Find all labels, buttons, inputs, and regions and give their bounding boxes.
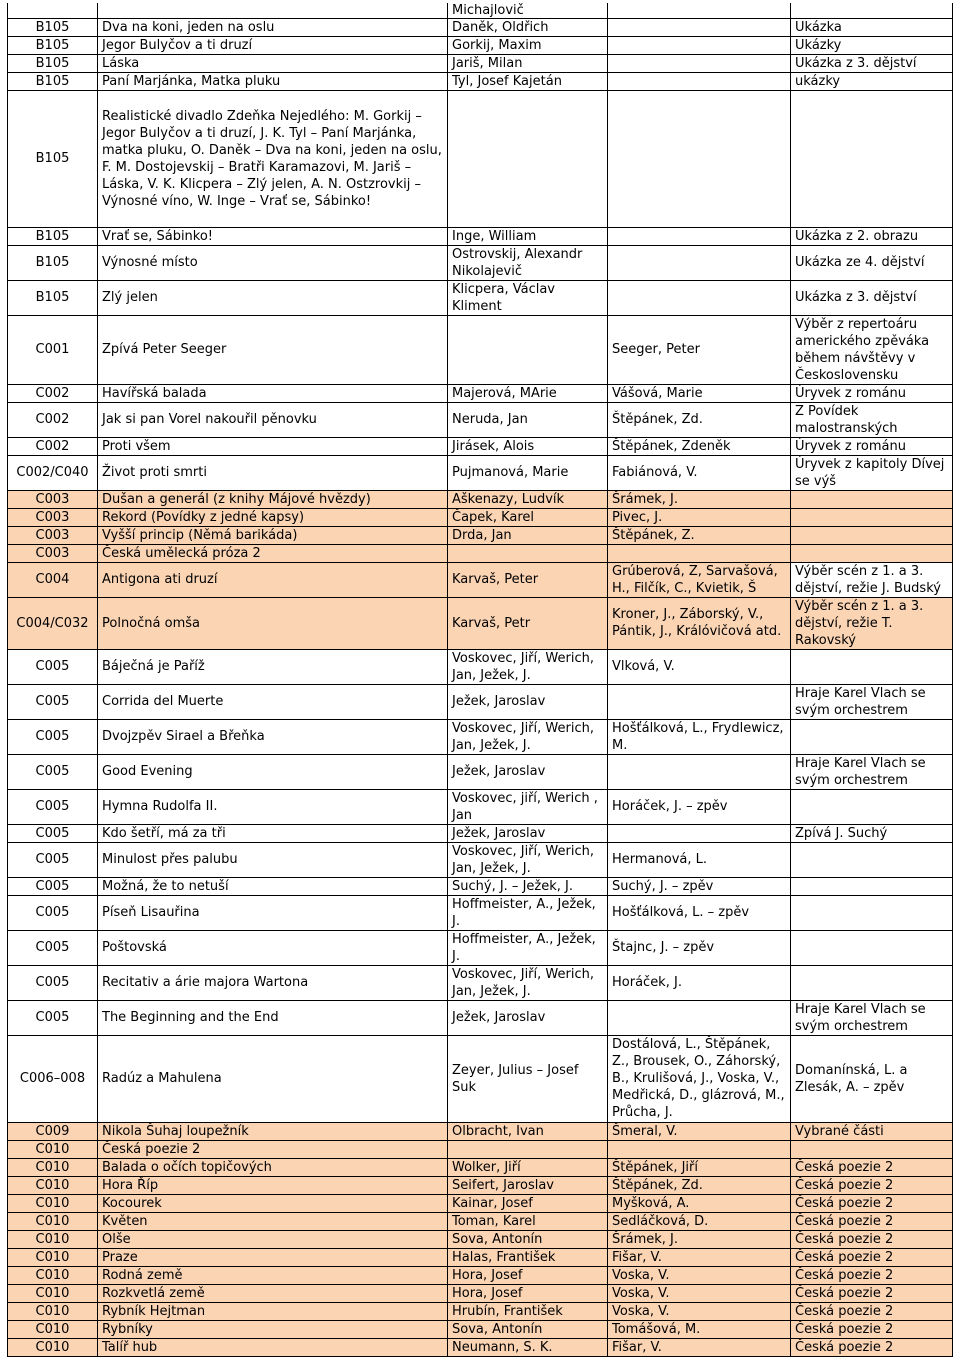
signature-cell: C003	[8, 490, 98, 508]
title-cell: Zlý jelen	[98, 280, 448, 315]
signature-cell: B105	[8, 18, 98, 36]
signature-cell: C005	[8, 895, 98, 930]
signature-cell: B105	[8, 36, 98, 54]
table-row	[8, 649, 953, 684]
title-cell: Corrida del Muerte	[98, 684, 448, 719]
signature-cell: B105	[8, 245, 98, 280]
note-cell: Úryvek z kapitoly Dívej se výš	[791, 455, 953, 490]
performer-cell: Tomášová, M.	[608, 1320, 791, 1338]
author-cell: Voskovec, Jiří, Werich, Jan, Ježek, J.	[448, 842, 608, 877]
signature-cell: B105	[8, 227, 98, 245]
table-row	[8, 36, 953, 54]
table-row	[8, 437, 953, 455]
title-cell: Talíř hub	[98, 1338, 448, 1356]
author-cell: Voskovec, jiří, Werich , Jan	[448, 789, 608, 824]
note-cell	[791, 526, 953, 544]
signature-cell: B105	[8, 280, 98, 315]
signature-cell: C005	[8, 930, 98, 965]
performer-cell	[608, 684, 791, 719]
title-cell: Jegor Bulyčov a ti druzí	[98, 36, 448, 54]
author-cell: Voskovec, Jiří, Werich, Jan, Ježek, J.	[448, 719, 608, 754]
performer-cell	[608, 245, 791, 280]
table-row	[8, 315, 953, 384]
fragment-author-cell: Michajlovič	[448, 3, 608, 18]
table-row	[8, 877, 953, 895]
author-cell: Karvaš, Petr	[448, 597, 608, 649]
note-cell: Česká poezie 2	[791, 1284, 953, 1302]
title-cell: Hora Říp	[98, 1176, 448, 1194]
performer-cell: Vlková, V.	[608, 649, 791, 684]
table-row	[8, 54, 953, 72]
note-cell: Výběr scén z 1. a 3. dějství, režie T. Rakovský	[791, 597, 953, 649]
title-cell: Radúz a Mahulena	[98, 1035, 448, 1122]
performer-cell	[608, 227, 791, 245]
note-cell: Zpívá J. Suchý	[791, 824, 953, 842]
title-cell: Kdo šetří, má za tři	[98, 824, 448, 842]
performer-cell	[608, 36, 791, 54]
author-cell: Hoffmeister, A., Ježek, J.	[448, 930, 608, 965]
note-cell: Česká poezie 2	[791, 1230, 953, 1248]
table-row	[8, 72, 953, 90]
note-cell: Ukázka	[791, 18, 953, 36]
performer-cell	[608, 824, 791, 842]
table-row	[8, 1302, 953, 1320]
title-cell: Možná, že to netuší	[98, 877, 448, 895]
note-cell	[791, 965, 953, 1000]
author-cell: Karvaš, Peter	[448, 562, 608, 597]
performer-cell: Horáček, J. – zpěv	[608, 789, 791, 824]
note-cell: Česká poezie 2	[791, 1338, 953, 1356]
signature-cell: C006–008	[8, 1035, 98, 1122]
performer-cell: Fišar, V.	[608, 1338, 791, 1356]
title-cell: Polnočná omša	[98, 597, 448, 649]
author-cell: Inge, William	[448, 227, 608, 245]
table-row	[8, 227, 953, 245]
table-row	[8, 1176, 953, 1194]
title-cell: Kocourek	[98, 1194, 448, 1212]
table-row	[8, 1035, 953, 1122]
table-row	[8, 1266, 953, 1284]
note-cell: Česká poezie 2	[791, 1194, 953, 1212]
note-cell: Česká poezie 2	[791, 1320, 953, 1338]
performer-cell: Štěpánek, Z.	[608, 526, 791, 544]
title-cell: Minulost přes palubu	[98, 842, 448, 877]
author-cell: Wolker, Jiří	[448, 1158, 608, 1176]
fragment-row	[8, 3, 953, 18]
table-row	[8, 1140, 953, 1158]
signature-cell: C010	[8, 1230, 98, 1248]
signature-cell: C004/C032	[8, 597, 98, 649]
table-row	[8, 1230, 953, 1248]
note-cell: ukázky	[791, 72, 953, 90]
note-cell	[791, 1140, 953, 1158]
signature-cell: C002	[8, 384, 98, 402]
table-row	[8, 1320, 953, 1338]
signature-cell: C010	[8, 1338, 98, 1356]
signature-cell: C003	[8, 508, 98, 526]
author-cell: Ježek, Jaroslav	[448, 824, 608, 842]
title-cell: Balada o očích topičových	[98, 1158, 448, 1176]
author-cell: Aškenazy, Ludvík	[448, 490, 608, 508]
note-cell: Vybrané části	[791, 1122, 953, 1140]
note-cell: Česká poezie 2	[791, 1176, 953, 1194]
title-cell: Výnosné místo	[98, 245, 448, 280]
table-row	[8, 245, 953, 280]
note-cell: Hraje Karel Vlach se svým orchestrem	[791, 754, 953, 789]
author-cell: Gorkij, Maxim	[448, 36, 608, 54]
title-cell: Vyšší princip (Němá barikáda)	[98, 526, 448, 544]
table-row	[8, 719, 953, 754]
title-cell: Píseň Lisauřina	[98, 895, 448, 930]
note-cell	[791, 508, 953, 526]
performer-cell: Fišar, V.	[608, 1248, 791, 1266]
title-cell: Good Evening	[98, 754, 448, 789]
performer-cell: Voska, V.	[608, 1284, 791, 1302]
title-cell: Poštovská	[98, 930, 448, 965]
author-cell: Toman, Karel	[448, 1212, 608, 1230]
signature-cell: C003	[8, 526, 98, 544]
note-cell: Česká poezie 2	[791, 1248, 953, 1266]
table-row	[8, 526, 953, 544]
author-cell: Sova, Antonín	[448, 1320, 608, 1338]
note-cell: Domanínská, L. a Zlesák, A. – zpěv	[791, 1035, 953, 1122]
performer-cell: Hošťálková, L., Frydlewicz, M.	[608, 719, 791, 754]
performer-cell: Pivec, J.	[608, 508, 791, 526]
table-row	[8, 930, 953, 965]
signature-cell: C010	[8, 1266, 98, 1284]
title-cell: Láska	[98, 54, 448, 72]
title-cell: Dva na koni, jeden na oslu	[98, 18, 448, 36]
signature-cell: C010	[8, 1194, 98, 1212]
table-row	[8, 842, 953, 877]
title-cell: Realistické divadlo Zdeňka Nejedlého: M. Gorkij – Jegor Bulyčov a ti druzí, J. K. Tyl – Paní Marjánka, matka pluku, O. Daněk – Dva na koni, jeden na oslu, F. M. Dostojevskij – Bratři Karamazovi, M. Jariš – Láska, V. K. Klicpera – Zlý jelen, A. N. Ostzrovkij – Výnosné víno, W. Inge – Vrať se, Sábinko!	[98, 90, 448, 227]
author-cell: Hora, Josef	[448, 1284, 608, 1302]
title-cell: Havířská balada	[98, 384, 448, 402]
signature-cell: C002/C040	[8, 455, 98, 490]
performer-cell: Dostálová, L., Štěpánek, Z., Brousek, O., Záhorský, B., Krulišová, J., Voska, V., Medřická, D., glázrová, M., Průcha, J.	[608, 1035, 791, 1122]
title-cell: Proti všem	[98, 437, 448, 455]
table-row	[8, 90, 953, 227]
note-cell	[791, 877, 953, 895]
table-row	[8, 895, 953, 930]
signature-cell: C010	[8, 1302, 98, 1320]
author-cell: Drda, Jan	[448, 526, 608, 544]
signature-cell: B105	[8, 90, 98, 227]
signature-cell: C005	[8, 684, 98, 719]
table-row	[8, 508, 953, 526]
table-row	[8, 1158, 953, 1176]
fragment-note-cell	[791, 3, 953, 18]
author-cell: Pujmanová, Marie	[448, 455, 608, 490]
note-cell: Hraje Karel Vlach se svým orchestrem	[791, 1000, 953, 1035]
note-cell	[791, 789, 953, 824]
note-cell: Česká poezie 2	[791, 1302, 953, 1320]
note-cell: Česká poezie 2	[791, 1212, 953, 1230]
signature-cell: C002	[8, 402, 98, 437]
author-cell: Majerová, MArie	[448, 384, 608, 402]
signature-cell: C005	[8, 719, 98, 754]
note-cell	[791, 842, 953, 877]
author-cell: Ježek, Jaroslav	[448, 754, 608, 789]
title-cell: Jak si pan Vorel nakouřil pěnovku	[98, 402, 448, 437]
title-cell: Zpívá Peter Seeger	[98, 315, 448, 384]
performer-cell: Kroner, J., Záborský, V., Pántik, J., Králóvičová atd.	[608, 597, 791, 649]
signature-cell: C005	[8, 649, 98, 684]
performer-cell: Hermanová, L.	[608, 842, 791, 877]
performer-cell: Štěpánek, Jiří	[608, 1158, 791, 1176]
signature-cell: B105	[8, 72, 98, 90]
table-row	[8, 1284, 953, 1302]
author-cell: Halas, František	[448, 1248, 608, 1266]
signature-cell: C004	[8, 562, 98, 597]
performer-cell: Vášová, Marie	[608, 384, 791, 402]
performer-cell	[608, 280, 791, 315]
title-cell: Rybníky	[98, 1320, 448, 1338]
note-cell: Výběr scén z 1. a 3. dějství, režie J. Budský	[791, 562, 953, 597]
author-cell	[448, 90, 608, 227]
note-cell	[791, 895, 953, 930]
title-cell: Hymna Rudolfa II.	[98, 789, 448, 824]
note-cell: Z Povídek malostranských	[791, 402, 953, 437]
signature-cell: C005	[8, 1000, 98, 1035]
signature-cell: C010	[8, 1248, 98, 1266]
signature-cell: C005	[8, 842, 98, 877]
note-cell: Česká poezie 2	[791, 1266, 953, 1284]
title-cell: Rekord (Povídky z jedné kapsy)	[98, 508, 448, 526]
note-cell: Úryvek z románu	[791, 437, 953, 455]
performer-cell: Grúberová, Z, Sarvašová, H., Filčík, C., Kvietik, Š	[608, 562, 791, 597]
author-cell: Sova, Antonín	[448, 1230, 608, 1248]
author-cell: Daněk, Oldřich	[448, 18, 608, 36]
performer-cell	[608, 90, 791, 227]
signature-cell: C001	[8, 315, 98, 384]
author-cell: Ježek, Jaroslav	[448, 1000, 608, 1035]
catalog-body	[8, 3, 953, 1356]
signature-cell: C005	[8, 789, 98, 824]
signature-cell: C010	[8, 1176, 98, 1194]
note-cell: Ukázka z 3. dějství	[791, 280, 953, 315]
table-row	[8, 562, 953, 597]
performer-cell: Hošťálková, L. – zpěv	[608, 895, 791, 930]
performer-cell	[608, 754, 791, 789]
performer-cell: Myšková, A.	[608, 1194, 791, 1212]
note-cell	[791, 719, 953, 754]
table-row	[8, 597, 953, 649]
note-cell: Ukázky	[791, 36, 953, 54]
table-row	[8, 544, 953, 562]
table-row	[8, 18, 953, 36]
author-cell: Hoffmeister, A., Ježek, J.	[448, 895, 608, 930]
author-cell: Neumann, S. K.	[448, 1338, 608, 1356]
performer-cell: Šmeral, V.	[608, 1122, 791, 1140]
note-cell	[791, 649, 953, 684]
performer-cell: Šrámek, J.	[608, 490, 791, 508]
author-cell: Ježek, Jaroslav	[448, 684, 608, 719]
performer-cell	[608, 72, 791, 90]
performer-cell: Suchý, J. – zpěv	[608, 877, 791, 895]
signature-cell: C005	[8, 754, 98, 789]
performer-cell: Sedláčková, D.	[608, 1212, 791, 1230]
signature-cell: C003	[8, 544, 98, 562]
title-cell: Dvojzpěv Sirael a Břeňka	[98, 719, 448, 754]
author-cell: Suchý, J. – Ježek, J.	[448, 877, 608, 895]
table-row	[8, 490, 953, 508]
table-row	[8, 1338, 953, 1356]
title-cell: Paní Marjánka, Matka pluku	[98, 72, 448, 90]
signature-cell: C010	[8, 1158, 98, 1176]
title-cell: The Beginning and the End	[98, 1000, 448, 1035]
note-cell: Výběr z repertoáru amerického zpěváka během návštěvy v Československu	[791, 315, 953, 384]
author-cell: Seifert, Jaroslav	[448, 1176, 608, 1194]
note-cell: Hraje Karel Vlach se svým orchestrem	[791, 684, 953, 719]
author-cell: Voskovec, Jiří, Werich, Jan, Ježek, J.	[448, 649, 608, 684]
author-cell: Hora, Josef	[448, 1266, 608, 1284]
table-row	[8, 455, 953, 490]
signature-cell: C010	[8, 1212, 98, 1230]
note-cell	[791, 490, 953, 508]
author-cell: Jariš, Milan	[448, 54, 608, 72]
performer-cell: Voska, V.	[608, 1266, 791, 1284]
note-cell: Česká poezie 2	[791, 1158, 953, 1176]
author-cell: Olbracht, Ivan	[448, 1122, 608, 1140]
performer-cell	[608, 1140, 791, 1158]
title-cell: Rozkvetlá země	[98, 1284, 448, 1302]
table-row	[8, 789, 953, 824]
signature-cell: C005	[8, 824, 98, 842]
title-cell: Dušan a generál (z knihy Májové hvězdy)	[98, 490, 448, 508]
table-row	[8, 280, 953, 315]
title-cell: Vrať se, Sábinko!	[98, 227, 448, 245]
performer-cell: Horáček, J.	[608, 965, 791, 1000]
title-cell: Květen	[98, 1212, 448, 1230]
performer-cell: Štajnc, J. – zpěv	[608, 930, 791, 965]
title-cell: Rybník Hejtman	[98, 1302, 448, 1320]
author-cell	[448, 1140, 608, 1158]
author-cell	[448, 315, 608, 384]
performer-cell: Štěpánek, Zd.	[608, 1176, 791, 1194]
author-cell: Voskovec, Jiří, Werich, Jan, Ježek, J.	[448, 965, 608, 1000]
table-row	[8, 1000, 953, 1035]
author-cell	[448, 544, 608, 562]
title-cell: Česká umělecká próza 2	[98, 544, 448, 562]
signature-cell: C010	[8, 1320, 98, 1338]
author-cell: Jirásek, Alois	[448, 437, 608, 455]
performer-cell	[608, 18, 791, 36]
author-cell: Zeyer, Julius – Josef Suk	[448, 1035, 608, 1122]
performer-cell: Štěpánek, Zdeněk	[608, 437, 791, 455]
author-cell: Kainar, Josef	[448, 1194, 608, 1212]
performer-cell: Fabiánová, V.	[608, 455, 791, 490]
catalog-table	[7, 3, 953, 1357]
performer-cell: Šrámek, J.	[608, 1230, 791, 1248]
signature-cell: C010	[8, 1140, 98, 1158]
title-cell: Praze	[98, 1248, 448, 1266]
title-cell: Recitativ a árie majora Wartona	[98, 965, 448, 1000]
fragment-title-cell	[98, 3, 448, 18]
fragment-performer-cell	[608, 3, 791, 18]
title-cell: Rodná země	[98, 1266, 448, 1284]
author-cell: Neruda, Jan	[448, 402, 608, 437]
table-row	[8, 1248, 953, 1266]
performer-cell	[608, 544, 791, 562]
fragment-signature-cell	[8, 3, 98, 18]
author-cell: Hrubín, František	[448, 1302, 608, 1320]
performer-cell: Seeger, Peter	[608, 315, 791, 384]
performer-cell	[608, 1000, 791, 1035]
title-cell: Česká poezie 2	[98, 1140, 448, 1158]
title-cell: Báječná je Paříž	[98, 649, 448, 684]
signature-cell: C009	[8, 1122, 98, 1140]
performer-cell: Voska, V.	[608, 1302, 791, 1320]
table-row	[8, 754, 953, 789]
note-cell: Úryvek z románu	[791, 384, 953, 402]
title-cell: Život proti smrti	[98, 455, 448, 490]
table-row	[8, 1122, 953, 1140]
table-row	[8, 1212, 953, 1230]
author-cell: Čapek, Karel	[448, 508, 608, 526]
author-cell: Ostrovskij, Alexandr Nikolajevič	[448, 245, 608, 280]
signature-cell: C010	[8, 1284, 98, 1302]
note-cell: Ukázka ze 4. dějství	[791, 245, 953, 280]
note-cell	[791, 90, 953, 227]
signature-cell: C002	[8, 437, 98, 455]
note-cell: Ukázka z 3. dějství	[791, 54, 953, 72]
author-cell: Klicpera, Václav Kliment	[448, 280, 608, 315]
title-cell: Olše	[98, 1230, 448, 1248]
table-row	[8, 824, 953, 842]
signature-cell: B105	[8, 54, 98, 72]
title-cell: Antigona ati druzí	[98, 562, 448, 597]
signature-cell: C005	[8, 965, 98, 1000]
title-cell: Nikola Šuhaj loupežník	[98, 1122, 448, 1140]
table-row	[8, 965, 953, 1000]
note-cell	[791, 930, 953, 965]
signature-cell: C005	[8, 877, 98, 895]
note-cell	[791, 544, 953, 562]
performer-cell	[608, 54, 791, 72]
note-cell: Ukázka z 2. obrazu	[791, 227, 953, 245]
table-row	[8, 684, 953, 719]
table-row	[8, 384, 953, 402]
author-cell: Tyl, Josef Kajetán	[448, 72, 608, 90]
performer-cell: Štěpánek, Zd.	[608, 402, 791, 437]
table-row	[8, 1194, 953, 1212]
table-row	[8, 402, 953, 437]
